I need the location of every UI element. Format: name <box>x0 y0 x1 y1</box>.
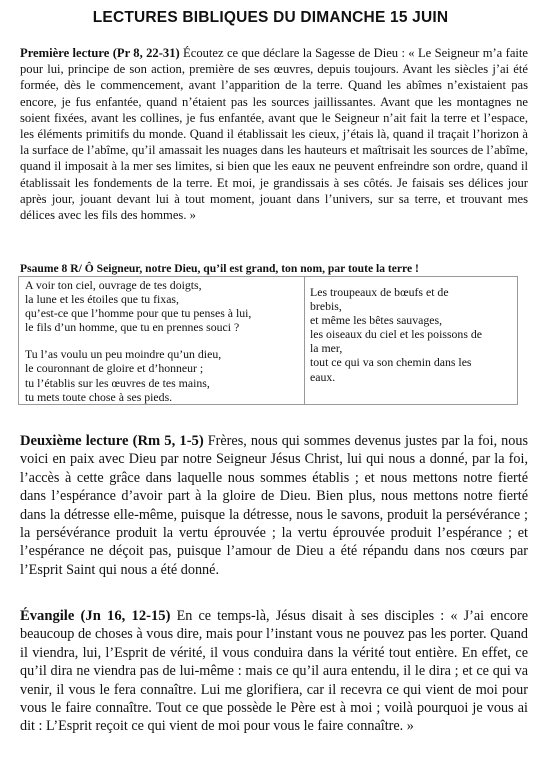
gospel-heading: Évangile (Jn 16, 12-15) <box>20 608 171 624</box>
page-title: LECTURES BIBLIQUES DU DIMANCHE 15 JUIN <box>92 9 449 26</box>
psalm-verse-line: le couronnant de gloire et d’honneur ; <box>25 361 204 376</box>
gospel-reading <box>20 607 528 736</box>
stanza-gap <box>25 334 301 347</box>
psalm-table <box>18 276 518 405</box>
psalm-verse-line: qu’est-ce que l’homme pour que tu penses à lui, <box>25 306 252 321</box>
psalm-verse-line: les oiseaux du ciel et les poissons de <box>310 327 483 342</box>
psalm-verse-line: tout ce qui va son chemin dans les <box>310 355 472 370</box>
psalm-verse-line: brebis, <box>310 299 342 314</box>
gospel-text: En ce temps-là, Jésus disait à ses disciples : « J’ai encore beaucoup de choses à vous dire, mais pour l’instant vous ne pouvez pas les porter. Quand il viendra, lui, l’Esprit de vérité, il vous conduira dans la vérité tout entière. En effet, ce qu’il dira ne viendra pas de lui-même : mais ce qu’il aura entendu, il le dira ; et ce qui va venir, il vous le fera connaître. Lui me glorifiera, car il recevra ce qui vient de moi pour vous le faire connaître. Tout ce que possède le Père est à moi ; voilà pourquoi je vous ai dit : L’Esprit reçoit ce qui vient de moi pour vous le faire connaître. » <box>20 608 528 735</box>
second-reading <box>20 432 528 579</box>
psalm-verse-line: eaux. <box>310 369 336 384</box>
psalm-verse-line: tu mets toute chose à ses pieds. <box>25 389 173 404</box>
psalm-verse-line: la lune et les étoiles que tu fixas, <box>25 292 179 307</box>
second-reading-heading: Deuxième lecture (Rm 5, 1-5) <box>20 433 204 449</box>
psalm-verse-line: et même les bêtes sauvages, <box>310 313 443 328</box>
second-reading-text: Frères, nous qui sommes devenus justes par la foi, nous voici en paix avec Dieu par notre Seigneur Jésus Christ, lui qui nous a donné, par la foi, l’accès à cette grâce dans laquelle nous sommes établis ; et nous mettons notre fierté dans l’espérance d’avoir part à la gloire de Dieu. Bien plus, nous mettons notre fierté dans la détresse elle-même, puisque la détresse, nous le savons, produit la persévérance ; la persévérance produit la vertu éprouvée ; la vertu éprouvée produit l’espérance ; et l’espérance ne déçoit pas, puisque l’amour de Dieu a été répandu dans nos cœurs par l’Esprit Saint qui nous a été donné. <box>20 433 528 578</box>
psalm-verse-line: Les troupeaux de bœufs et de <box>310 285 449 299</box>
psalm-verse-line: tu l’établis sur les œuvres de tes mains, <box>25 375 210 390</box>
psalm-verse-line: A voir ton ciel, ouvrage de tes doigts, <box>25 278 202 292</box>
psalm-verse-line: Tu l’as voulu un peu moindre qu’un dieu, <box>25 347 222 362</box>
first-reading <box>20 45 528 223</box>
psalm-verse-line: le fils d’un homme, que tu en prennes souci ? <box>25 320 240 335</box>
psalm-heading: Psaume 8 R/ Ô Seigneur, notre Dieu, qu’il est grand, ton nom, par toute la terre ! <box>20 262 419 275</box>
psalm-column-divider <box>304 277 305 404</box>
first-reading-heading: Première lecture (Pr 8, 22-31) <box>20 46 180 60</box>
first-reading-text: Écoutez ce que déclare la Sagesse de Dieu : « Le Seigneur m’a faite pour lui, principe de son action, première de ses œuvres, depuis toujours. Avant les siècles j’ai été formée, dès le commencement, avant l’apparition de la terre. Quand les abîmes n’existaient pas encore, je fus enfantée, quand n’étaient pas les sources jaillissantes. Avant que les montagnes ne soient fixées, avant les collines, je fus enfantée, avant que le Seigneur n’ait fait la terre et l’espace, les éléments primitifs du monde. Quand il établissait les cieux, j’étais là, quand il traçait l’horizon à la surface de l’abîme, qu’il amassait les nuages dans les hauteurs et maîtrisait les sources de l’abîme, quand il imposait à la mer ses limites, si bien que les eaux ne peuvent enfreindre son ordre, quand il établissait les fondements de la terre. Et moi, je grandissais à ses côtés. Je faisais ses délices jour après jour, jouant devant lui à tout moment, jouant dans l’univers, sur sa terre, et trouvant mes délices avec les fils des hommes. » <box>20 46 528 223</box>
psalm-left-column <box>25 278 301 404</box>
psalm-verse-line: la mer, <box>310 341 343 356</box>
psalm-right-column <box>310 285 510 384</box>
